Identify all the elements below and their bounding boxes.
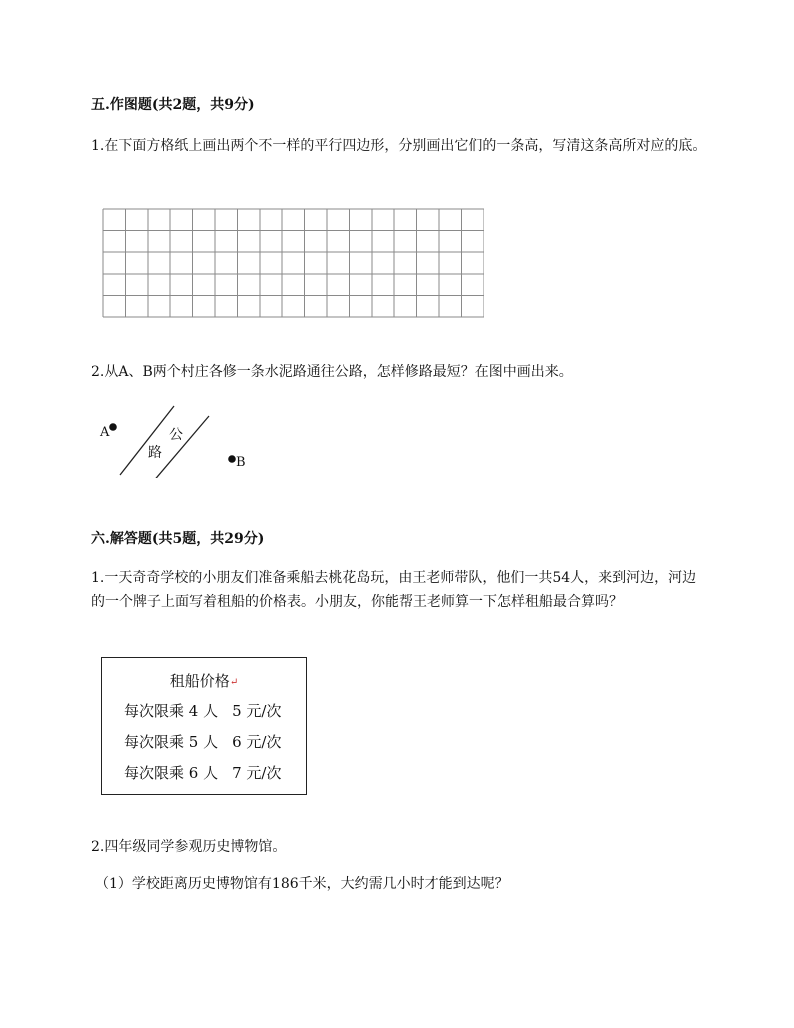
point-b-dot [228, 455, 236, 463]
price-row-price: 6 元/次 [232, 733, 282, 751]
question-5-2-text: 2.从A、B两个村庄各修一条水泥路通往公路，怎样修路最短？在图中画出来。 [91, 364, 573, 380]
paragraph-mark: ↵ [229, 677, 239, 688]
boat-price-table [101, 657, 307, 795]
price-table-title-text: 租船价格 [169, 672, 230, 690]
price-row-capacity: 每次限乘 6 人 [124, 764, 219, 782]
road-label-gong: 公 [169, 427, 183, 443]
section-5-title: 五.作图题(共2题，共9分) [91, 97, 255, 113]
point-a-dot [109, 423, 117, 431]
price-row-capacity: 每次限乘 5 人 [124, 733, 219, 751]
price-table-title [102, 670, 306, 691]
point-b-label: B [236, 455, 246, 470]
point-a-label: A [100, 425, 110, 440]
road-edge-left [120, 406, 174, 475]
question-6-2-sub-1: （1）学校距离历史博物馆有186千米，大约需几小时才能到达呢？ [95, 876, 509, 892]
price-row-price: 7 元/次 [232, 764, 282, 782]
price-row [124, 762, 281, 783]
price-row [124, 700, 281, 721]
grid-paper [102, 207, 484, 325]
question-5-1-text: 1.在下面方格纸上画出两个不一样的平行四边形，分别画出它们的一条高，写清这条高所对应的底。 [91, 138, 707, 154]
road-label-lu: 路 [148, 445, 162, 461]
village-road-diagram [96, 398, 256, 478]
price-row-capacity: 每次限乘 4 人 [124, 702, 219, 720]
grid-paper-svg [102, 207, 484, 321]
section-6-title: 六.解答题(共5题，共29分) [91, 531, 265, 547]
question-6-2-text: 2.四年级同学参观历史博物馆。 [91, 839, 287, 855]
question-6-1-text: 1.一天奇奇学校的小朋友们准备乘船去桃花岛玩，由王老师带队，他们一共54人，来到河边，河边的一个牌子上面写着租船的价格表。小朋友，你能帮王老师算一下怎样租船最合算吗？ [91, 570, 697, 610]
price-row-price: 5 元/次 [232, 702, 282, 720]
price-row [124, 731, 281, 752]
